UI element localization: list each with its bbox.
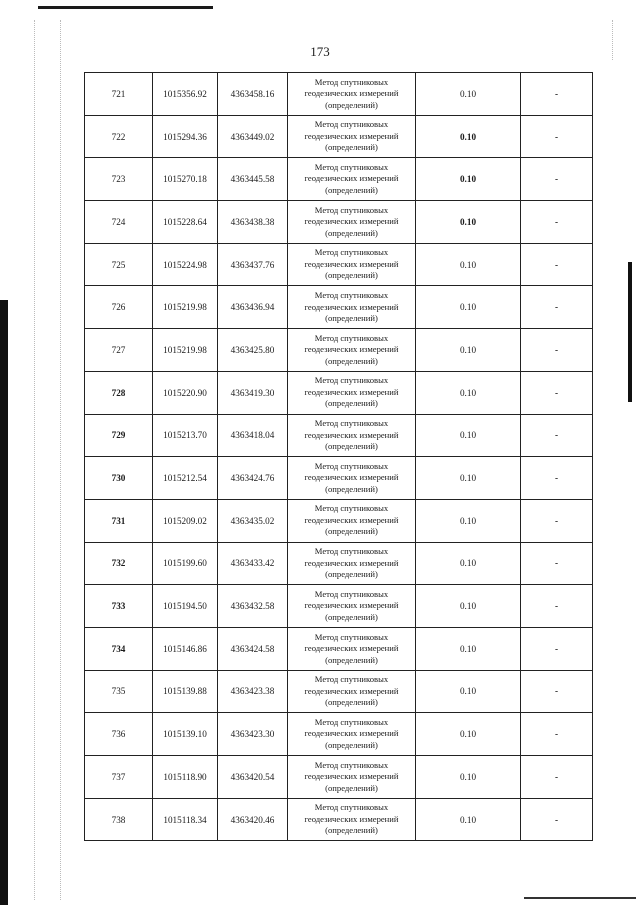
method-line: (определений): [325, 313, 378, 324]
accuracy-cell: 0.10: [416, 542, 521, 585]
method-line: (определений): [325, 739, 378, 750]
table-row: [85, 585, 593, 628]
point-number-cell: 721: [85, 73, 153, 116]
x-coordinate-cell: 1015212.54: [153, 457, 218, 500]
note-cell: -: [521, 414, 593, 457]
point-number-cell: 737: [85, 756, 153, 799]
table-row: [85, 670, 593, 713]
scan-border-bottom: [524, 897, 636, 899]
accuracy-cell: 0.10: [416, 457, 521, 500]
method-cell: [288, 542, 416, 585]
accuracy-cell: 0.10: [416, 414, 521, 457]
y-coordinate-cell: 4363420.46: [218, 798, 288, 841]
note-cell: -: [521, 756, 593, 799]
method-line: Метод спутниковых: [314, 759, 389, 770]
method-line: (определений): [325, 483, 378, 494]
method-cell: [288, 457, 416, 500]
x-coordinate-cell: 1015224.98: [153, 243, 218, 286]
method-line: геодезических измерений: [304, 771, 399, 782]
note-cell: -: [521, 158, 593, 201]
method-line: Метод спутниковых: [314, 588, 389, 599]
accuracy-cell: 0.10: [416, 329, 521, 372]
point-number-cell: 731: [85, 499, 153, 542]
method-line: (определений): [325, 99, 378, 110]
y-coordinate-cell: 4363436.94: [218, 286, 288, 329]
table-row: [85, 158, 593, 201]
point-number-cell: 732: [85, 542, 153, 585]
method-line: геодезических измерений: [304, 557, 399, 568]
point-number-cell: 733: [85, 585, 153, 628]
x-coordinate-cell: 1015228.64: [153, 201, 218, 244]
method-cell: [288, 115, 416, 158]
method-line: (определений): [325, 611, 378, 622]
scan-border-left: [0, 300, 8, 905]
point-number-cell: 726: [85, 286, 153, 329]
method-line: геодезических измерений: [304, 728, 399, 739]
point-number-cell: 736: [85, 713, 153, 756]
method-cell: [288, 414, 416, 457]
method-line: геодезических измерений: [304, 216, 399, 227]
method-line: Метод спутниковых: [314, 290, 389, 301]
accuracy-cell: 0.10: [416, 499, 521, 542]
scan-noise-line: [60, 20, 61, 900]
method-line: Метод спутниковых: [314, 161, 389, 172]
y-coordinate-cell: 4363458.16: [218, 73, 288, 116]
scan-noise-line: [34, 20, 35, 900]
x-coordinate-cell: 1015199.60: [153, 542, 218, 585]
point-number-cell: 734: [85, 627, 153, 670]
table-row: [85, 371, 593, 414]
point-number-cell: 727: [85, 329, 153, 372]
method-line: (определений): [325, 782, 378, 793]
note-cell: -: [521, 499, 593, 542]
accuracy-cell: 0.10: [416, 158, 521, 201]
accuracy-cell: 0.10: [416, 670, 521, 713]
method-line: (определений): [325, 184, 378, 195]
method-line: Метод спутниковых: [314, 332, 389, 343]
accuracy-cell: 0.10: [416, 73, 521, 116]
table-row: [85, 201, 593, 244]
note-cell: -: [521, 73, 593, 116]
y-coordinate-cell: 4363424.58: [218, 627, 288, 670]
method-line: (определений): [325, 398, 378, 409]
method-line: геодезических измерений: [304, 685, 399, 696]
scan-border-right: [628, 262, 632, 402]
table-row: [85, 499, 593, 542]
note-cell: -: [521, 798, 593, 841]
x-coordinate-cell: 1015194.50: [153, 585, 218, 628]
table-row: [85, 414, 593, 457]
point-number-cell: 724: [85, 201, 153, 244]
method-line: (определений): [325, 825, 378, 836]
table-row: [85, 457, 593, 500]
x-coordinate-cell: 1015139.10: [153, 713, 218, 756]
y-coordinate-cell: 4363420.54: [218, 756, 288, 799]
y-coordinate-cell: 4363438.38: [218, 201, 288, 244]
accuracy-cell: 0.10: [416, 286, 521, 329]
y-coordinate-cell: 4363419.30: [218, 371, 288, 414]
method-line: геодезических измерений: [304, 301, 399, 312]
x-coordinate-cell: 1015146.86: [153, 627, 218, 670]
y-coordinate-cell: 4363425.80: [218, 329, 288, 372]
y-coordinate-cell: 4363418.04: [218, 414, 288, 457]
y-coordinate-cell: 4363433.42: [218, 542, 288, 585]
method-line: (определений): [325, 142, 378, 153]
page-number: 173: [310, 44, 330, 59]
method-line: геодезических измерений: [304, 429, 399, 440]
point-number-cell: 723: [85, 158, 153, 201]
table-row: [85, 329, 593, 372]
note-cell: -: [521, 243, 593, 286]
note-cell: -: [521, 371, 593, 414]
accuracy-cell: 0.10: [416, 585, 521, 628]
coordinates-table-body: [85, 73, 593, 841]
note-cell: -: [521, 627, 593, 670]
method-line: (определений): [325, 355, 378, 366]
table-row: [85, 542, 593, 585]
y-coordinate-cell: 4363449.02: [218, 115, 288, 158]
method-cell: [288, 798, 416, 841]
note-cell: -: [521, 713, 593, 756]
x-coordinate-cell: 1015213.70: [153, 414, 218, 457]
method-line: Метод спутниковых: [314, 631, 389, 642]
method-cell: [288, 371, 416, 414]
method-line: геодезических измерений: [304, 344, 399, 355]
x-coordinate-cell: 1015209.02: [153, 499, 218, 542]
table-row: [85, 798, 593, 841]
method-line: Метод спутниковых: [314, 204, 389, 215]
note-cell: -: [521, 457, 593, 500]
point-number-cell: 722: [85, 115, 153, 158]
method-cell: [288, 158, 416, 201]
method-cell: [288, 201, 416, 244]
table-row: [85, 115, 593, 158]
method-line: Метод спутниковых: [314, 76, 389, 87]
method-line: геодезических измерений: [304, 386, 399, 397]
x-coordinate-cell: 1015219.98: [153, 329, 218, 372]
method-line: Метод спутниковых: [314, 460, 389, 471]
point-number-cell: 738: [85, 798, 153, 841]
method-line: Метод спутниковых: [314, 418, 389, 429]
scan-border-top: [38, 6, 213, 9]
accuracy-cell: 0.10: [416, 627, 521, 670]
method-line: геодезических измерений: [304, 514, 399, 525]
accuracy-cell: 0.10: [416, 756, 521, 799]
note-cell: -: [521, 542, 593, 585]
x-coordinate-cell: 1015220.90: [153, 371, 218, 414]
method-line: (определений): [325, 227, 378, 238]
method-line: геодезических измерений: [304, 813, 399, 824]
method-line: Метод спутниковых: [314, 247, 389, 258]
method-cell: [288, 627, 416, 670]
method-line: (определений): [325, 441, 378, 452]
x-coordinate-cell: 1015118.34: [153, 798, 218, 841]
accuracy-cell: 0.10: [416, 243, 521, 286]
method-line: Метод спутниковых: [314, 375, 389, 386]
method-cell: [288, 713, 416, 756]
method-line: геодезических измерений: [304, 472, 399, 483]
accuracy-cell: 0.10: [416, 115, 521, 158]
x-coordinate-cell: 1015219.98: [153, 286, 218, 329]
table-row: [85, 73, 593, 116]
method-cell: [288, 243, 416, 286]
accuracy-cell: 0.10: [416, 798, 521, 841]
point-number-cell: 730: [85, 457, 153, 500]
accuracy-cell: 0.10: [416, 201, 521, 244]
y-coordinate-cell: 4363423.38: [218, 670, 288, 713]
method-cell: [288, 329, 416, 372]
y-coordinate-cell: 4363445.58: [218, 158, 288, 201]
y-coordinate-cell: 4363423.30: [218, 713, 288, 756]
note-cell: -: [521, 670, 593, 713]
x-coordinate-cell: 1015294.36: [153, 115, 218, 158]
note-cell: -: [521, 201, 593, 244]
method-cell: [288, 585, 416, 628]
method-line: (определений): [325, 526, 378, 537]
method-line: (определений): [325, 654, 378, 665]
point-number-cell: 728: [85, 371, 153, 414]
method-cell: [288, 73, 416, 116]
coordinates-table: [84, 72, 593, 841]
accuracy-cell: 0.10: [416, 371, 521, 414]
point-number-cell: 725: [85, 243, 153, 286]
method-line: Метод спутниковых: [314, 503, 389, 514]
y-coordinate-cell: 4363424.76: [218, 457, 288, 500]
method-line: геодезических измерений: [304, 88, 399, 99]
method-line: (определений): [325, 697, 378, 708]
method-cell: [288, 756, 416, 799]
method-line: Метод спутниковых: [314, 546, 389, 557]
note-cell: -: [521, 115, 593, 158]
x-coordinate-cell: 1015118.90: [153, 756, 218, 799]
x-coordinate-cell: 1015356.92: [153, 73, 218, 116]
method-line: Метод спутниковых: [314, 674, 389, 685]
table-row: [85, 756, 593, 799]
method-line: геодезических измерений: [304, 258, 399, 269]
x-coordinate-cell: 1015139.88: [153, 670, 218, 713]
method-line: Метод спутниковых: [314, 119, 389, 130]
method-line: (определений): [325, 270, 378, 281]
table-row: [85, 713, 593, 756]
method-line: геодезических измерений: [304, 173, 399, 184]
method-cell: [288, 286, 416, 329]
note-cell: -: [521, 585, 593, 628]
accuracy-cell: 0.10: [416, 713, 521, 756]
method-line: (определений): [325, 569, 378, 580]
method-line: Метод спутниковых: [314, 802, 389, 813]
method-line: Метод спутниковых: [314, 716, 389, 727]
table-row: [85, 243, 593, 286]
y-coordinate-cell: 4363437.76: [218, 243, 288, 286]
method-line: геодезических измерений: [304, 643, 399, 654]
point-number-cell: 735: [85, 670, 153, 713]
table-row: [85, 286, 593, 329]
method-line: геодезических измерений: [304, 130, 399, 141]
y-coordinate-cell: 4363432.58: [218, 585, 288, 628]
method-cell: [288, 670, 416, 713]
point-number-cell: 729: [85, 414, 153, 457]
y-coordinate-cell: 4363435.02: [218, 499, 288, 542]
table-row: [85, 627, 593, 670]
method-cell: [288, 499, 416, 542]
x-coordinate-cell: 1015270.18: [153, 158, 218, 201]
note-cell: -: [521, 286, 593, 329]
note-cell: -: [521, 329, 593, 372]
method-line: геодезических измерений: [304, 600, 399, 611]
